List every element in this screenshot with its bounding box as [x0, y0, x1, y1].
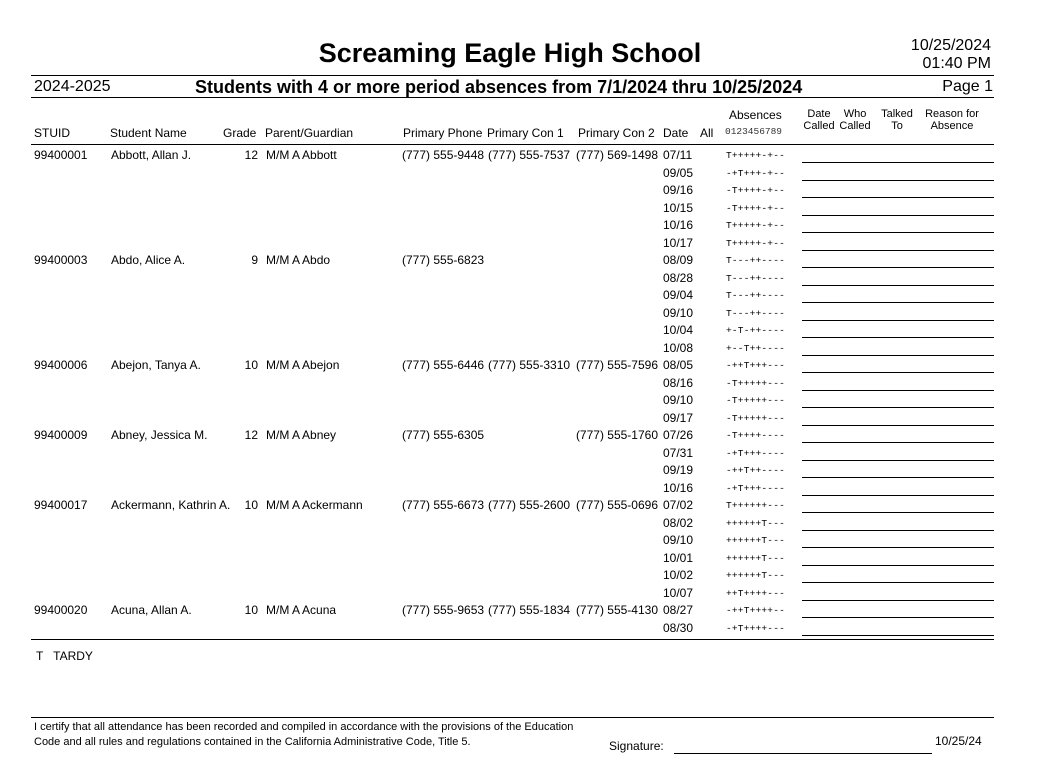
- table-row: [0, 479, 1039, 497]
- primary-contact-1: (777) 555-1834: [488, 603, 571, 617]
- footer-rule: [31, 717, 994, 718]
- student-id: 99400001: [34, 148, 88, 162]
- absence-periods: -++T+++---: [726, 360, 786, 371]
- student-id: 99400020: [34, 603, 88, 617]
- absence-date: 08/16: [663, 375, 694, 390]
- absence-date: 09/16: [663, 183, 694, 197]
- absence-date: 09/05: [663, 165, 694, 180]
- col-date-called-line1: Date: [807, 108, 831, 120]
- col-date-called-line2: Called: [803, 120, 835, 132]
- absence-date: 10/15: [663, 200, 694, 215]
- absence-date: 07/31: [663, 445, 694, 460]
- header-rule-top: [31, 75, 994, 76]
- primary-contact-2: (777) 555-4130: [575, 603, 658, 617]
- col-absences: Absences: [729, 108, 782, 122]
- table-row: [0, 461, 1039, 479]
- signature-line[interactable]: [674, 753, 932, 754]
- student-name: Abney, Jessica M.: [111, 428, 208, 442]
- table-row: [0, 181, 1039, 199]
- absence-periods: -T++++-+--: [726, 185, 786, 196]
- print-datetime: [911, 37, 991, 73]
- table-row: [0, 251, 1039, 269]
- table-row: [0, 234, 1039, 252]
- absence-periods: ++++++T---: [726, 535, 786, 546]
- col-grade: Grade: [223, 126, 257, 140]
- parent-guardian: M/M A Abejon: [266, 358, 340, 372]
- absence-date: 09/10: [663, 393, 694, 407]
- absence-date: 10/01: [663, 550, 694, 565]
- student-grade: 10: [244, 498, 258, 512]
- absence-periods: -+T+++----: [726, 447, 786, 459]
- table-row: [0, 531, 1039, 549]
- primary-contact-2: (777) 555-7596: [575, 358, 658, 372]
- school-year: 2024-2025: [34, 78, 111, 95]
- student-id: 99400006: [34, 358, 88, 372]
- col-parent: Parent/Guardian: [265, 126, 354, 140]
- col-reason-line1: Reason for: [925, 108, 979, 120]
- table-end-rule: [31, 639, 994, 640]
- student-id: 99400017: [34, 498, 88, 512]
- absence-date: 07/26: [663, 428, 694, 442]
- absence-periods: T---++----: [726, 307, 786, 319]
- student-grade: 10: [244, 358, 258, 372]
- col-stuid: STUID: [34, 126, 70, 140]
- absence-date: 08/30: [663, 620, 694, 635]
- col-reason: [923, 108, 981, 132]
- absence-date: 07/11: [663, 148, 693, 162]
- print-date: 10/25/2024: [910, 37, 991, 54]
- student-name: Abejon, Tanya A.: [111, 358, 201, 372]
- absence-date: 08/05: [663, 358, 694, 372]
- table-row: [0, 216, 1039, 234]
- absence-date: 10/04: [663, 323, 694, 337]
- absence-date: 10/17: [663, 235, 694, 250]
- col-talked-to: [879, 108, 915, 132]
- parent-guardian: M/M A Abney: [266, 428, 337, 442]
- primary-contact-1: (777) 555-2600: [488, 498, 571, 512]
- absence-periods: T++++++---: [726, 500, 786, 511]
- parent-guardian: M/M A Abbott: [266, 148, 337, 162]
- col-all: All: [700, 126, 714, 140]
- absence-date: 08/02: [663, 515, 694, 530]
- absence-periods: ++++++T---: [726, 552, 786, 564]
- absence-periods: -++T++++--: [726, 605, 786, 616]
- table-row: [0, 164, 1039, 182]
- absence-date: 07/02: [663, 498, 694, 512]
- table-row: [0, 269, 1039, 287]
- student-grade: 9: [251, 253, 258, 267]
- absence-periods: T+++++-+--: [726, 220, 786, 231]
- table-row: [0, 391, 1039, 409]
- col-con2: Primary Con 2: [578, 126, 655, 140]
- absence-periods: -++T++----: [726, 465, 786, 476]
- col-talked-line2: To: [891, 120, 903, 132]
- absence-date: 08/28: [663, 270, 694, 285]
- absence-periods: T+++++-+--: [726, 237, 786, 249]
- absence-periods: -T+++++---: [726, 395, 786, 406]
- col-who-called: [838, 108, 872, 132]
- student-name: Ackermann, Kathrin A.: [111, 498, 231, 512]
- primary-phone: (777) 555-9653: [402, 603, 485, 617]
- primary-contact-1: (777) 555-3310: [488, 358, 571, 372]
- col-date-called: [803, 108, 835, 132]
- absence-periods: -+T++++---: [726, 622, 786, 634]
- absence-periods: -T++++----: [726, 430, 786, 441]
- absence-date: 10/08: [663, 340, 694, 355]
- page-number: Page 1: [942, 78, 993, 95]
- absence-periods: T+++++-+--: [726, 150, 786, 161]
- col-periods: 0123456789: [725, 126, 783, 137]
- student-grade: 12: [244, 428, 258, 442]
- absence-date: 08/09: [663, 253, 694, 267]
- table-row: [0, 356, 1039, 374]
- legend-code: T: [36, 649, 44, 663]
- primary-phone: (777) 555-6305: [402, 428, 485, 442]
- parent-guardian: M/M A Abdo: [266, 253, 331, 267]
- col-name: Student Name: [110, 126, 187, 140]
- legend-label: TARDY: [53, 649, 93, 663]
- student-name: Abbott, Allan J.: [111, 148, 192, 162]
- primary-contact-2: (777) 569-1498: [575, 148, 658, 162]
- absence-date: 10/02: [663, 568, 694, 582]
- absence-periods: T---++----: [726, 290, 786, 301]
- column-header-rule: [31, 144, 994, 145]
- table-row: [0, 146, 1039, 164]
- legend: [36, 649, 93, 663]
- footer-date: 10/25/24: [935, 734, 982, 748]
- col-phone: Primary Phone: [403, 126, 483, 140]
- header-rule-bottom: [31, 97, 994, 98]
- col-talked-line1: Talked: [881, 108, 913, 120]
- table-row: [0, 409, 1039, 427]
- absence-periods: -T++++-+--: [726, 202, 786, 214]
- certification-text: I certify that all attendance has been recorded and compiled in accordance with the provisions of the Education Code and all rules and regulations contained in the California Administrative Code, Title 5.: [34, 721, 574, 748]
- parent-guardian: M/M A Acuna: [266, 603, 337, 617]
- col-reason-line2: Absence: [930, 120, 974, 132]
- absence-periods: -+T+++-+--: [726, 167, 786, 179]
- primary-contact-2: (777) 555-1760: [575, 428, 658, 442]
- student-grade: 10: [244, 603, 258, 617]
- absence-periods: ++++++T---: [726, 517, 786, 529]
- student-grade: 12: [244, 148, 258, 162]
- col-who-called-line2: Called: [839, 120, 871, 132]
- school-title: Screaming Eagle High School: [318, 38, 702, 68]
- absence-periods: -+T+++----: [726, 482, 786, 494]
- absence-periods: +--T++----: [726, 342, 786, 354]
- col-con1: Primary Con 1: [487, 126, 564, 140]
- report-subtitle: Students with 4 or more period absences from 7/1/2024 thru 10/25/2024: [195, 77, 803, 97]
- table-row: [0, 286, 1039, 304]
- absence-date: 10/07: [663, 585, 694, 600]
- absence-periods: T---++----: [726, 255, 786, 266]
- table-row: [0, 321, 1039, 339]
- absence-date: 09/10: [663, 533, 694, 547]
- table-row: [0, 339, 1039, 357]
- student-name: Abdo, Alice A.: [111, 253, 186, 267]
- table-row: [0, 426, 1039, 444]
- primary-phone: (777) 555-9448: [402, 148, 485, 162]
- table-row: [0, 584, 1039, 602]
- table-row: [0, 199, 1039, 217]
- col-date: Date: [663, 126, 689, 140]
- student-id: 99400009: [34, 428, 88, 442]
- parent-guardian: M/M A Ackermann: [266, 498, 363, 512]
- print-time: 01:40 PM: [922, 55, 991, 72]
- primary-phone: (777) 555-6673: [402, 498, 485, 512]
- absence-date: 09/10: [663, 305, 694, 320]
- table-row: [0, 496, 1039, 514]
- absence-periods: -T+++++---: [726, 412, 786, 424]
- student-id: 99400003: [34, 253, 88, 267]
- absence-periods: ++T++++---: [726, 587, 786, 599]
- primary-contact-2: (777) 555-0696: [575, 498, 658, 512]
- primary-phone: (777) 555-6446: [402, 358, 485, 372]
- absence-periods: ++++++T---: [726, 570, 786, 581]
- table-row: [0, 514, 1039, 532]
- absence-date: 09/17: [663, 410, 694, 425]
- primary-phone: (777) 555-6823: [402, 253, 485, 267]
- absence-periods: +-T-++----: [726, 325, 786, 336]
- absence-periods: T---++----: [726, 272, 786, 284]
- col-who-called-line1: Who: [843, 108, 867, 120]
- signature-label: Signature:: [609, 739, 664, 753]
- table-row: [0, 304, 1039, 322]
- table-row: [0, 619, 1039, 637]
- absence-periods: -T+++++---: [726, 377, 786, 389]
- absence-date: 10/16: [663, 480, 694, 495]
- table-row: [0, 549, 1039, 567]
- table-row: [0, 566, 1039, 584]
- absence-date: 10/16: [663, 218, 694, 232]
- absence-date: 09/04: [663, 288, 694, 302]
- absence-date: 08/27: [663, 603, 694, 617]
- table-row: [0, 601, 1039, 619]
- student-name: Acuna, Allan A.: [111, 603, 192, 617]
- table-row: [0, 374, 1039, 392]
- absence-date: 09/19: [663, 463, 694, 477]
- contact-notes-line[interactable]: [802, 635, 994, 636]
- table-row: [0, 444, 1039, 462]
- primary-contact-1: (777) 555-7537: [488, 148, 571, 162]
